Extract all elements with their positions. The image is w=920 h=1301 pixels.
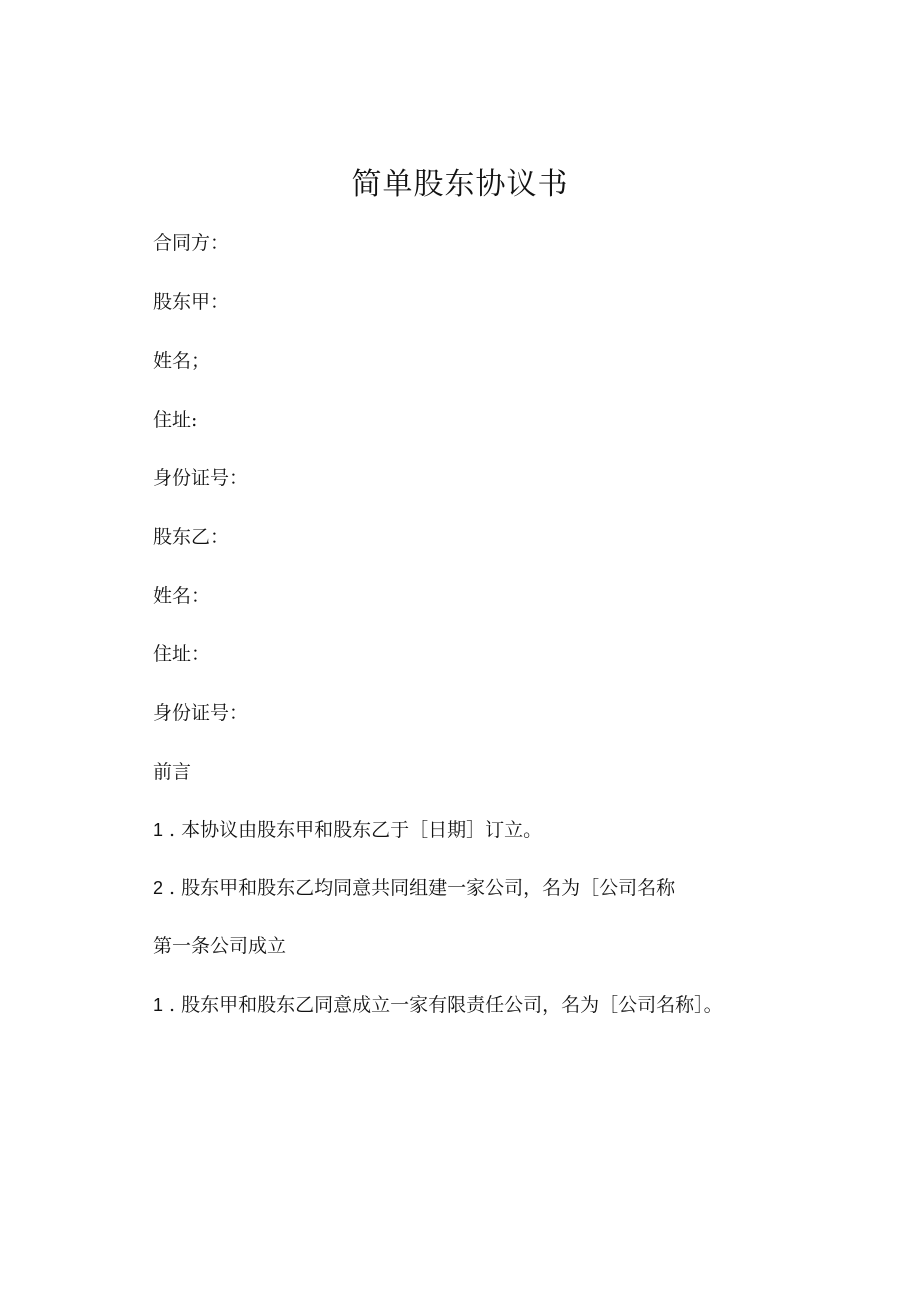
article-1-item-1 xyxy=(153,990,723,1020)
preamble-item-1-number: 1 xyxy=(153,820,164,840)
preamble-item-2 xyxy=(153,873,675,903)
preamble-item-2-number: 2 xyxy=(153,878,164,898)
shareholder-b-id-label: 身份证号： xyxy=(153,702,249,724)
shareholder-a-id-label: 身份证号： xyxy=(153,467,249,489)
article-1-item-1-text: . 股东甲和股东乙同意成立一家有限责任公司，名为［公司名称］。 xyxy=(163,994,723,1016)
article-1-item-1-number: 1 xyxy=(153,995,164,1015)
parties-label: 合同方： xyxy=(153,232,230,254)
shareholder-b-heading: 股东乙： xyxy=(153,526,230,548)
shareholder-a-name-label: 姓名； xyxy=(153,350,211,372)
preamble-item-1 xyxy=(153,815,542,845)
shareholder-a-heading: 股东甲： xyxy=(153,291,230,313)
shareholder-b-address-label: 住址： xyxy=(153,643,211,665)
shareholder-b-name-label: 姓名： xyxy=(153,585,211,607)
document-title: 简单股东协议书 xyxy=(351,167,569,202)
preamble-item-2-text: . 股东甲和股东乙均同意共同组建一家公司，名为［公司名称 xyxy=(163,877,676,899)
preamble-item-1-text: . 本协议由股东甲和股东乙于［日期］订立。 xyxy=(163,819,543,841)
shareholder-a-address-label: 住址: xyxy=(153,409,198,431)
preamble-heading: 前言 xyxy=(153,761,192,783)
article-1-heading: 第一条公司成立 xyxy=(153,935,287,957)
